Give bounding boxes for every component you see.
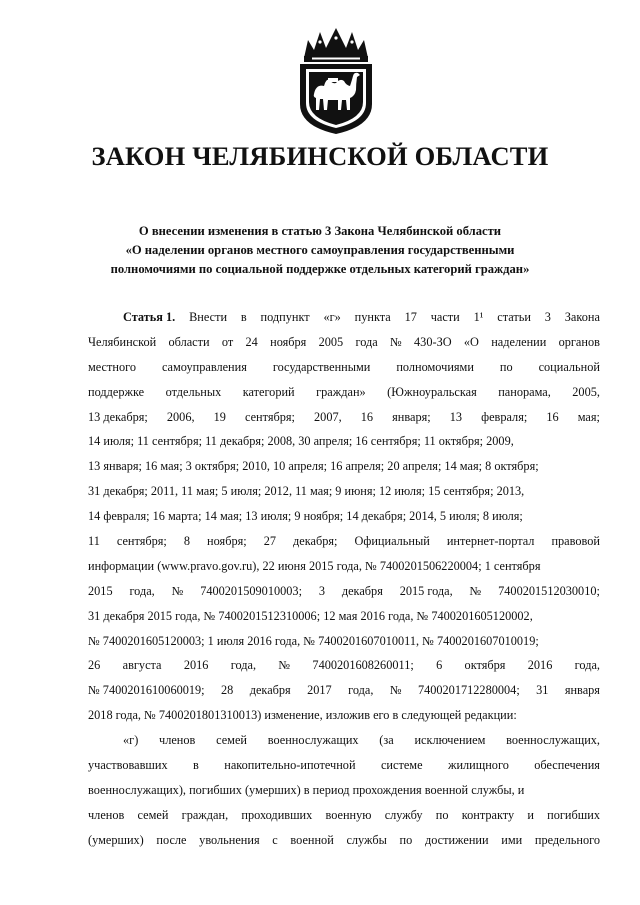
body-word: погибших	[547, 807, 600, 822]
body-word: 2015	[88, 583, 113, 598]
body-word: 14 июля; 11 сентября; 11 декабря; 2008, 30 апреля; 16 сентября; 11 октября; 2009,	[88, 434, 514, 449]
body-word: 13	[449, 409, 463, 424]
body-word: панорама,	[498, 384, 551, 399]
body-word: 2007,	[314, 409, 342, 424]
body-word: 19	[213, 409, 226, 424]
body-word: декабря;	[293, 534, 338, 549]
body-word: самоуправления	[161, 359, 247, 374]
body-word: 430-ЗО	[414, 334, 452, 349]
body-word: информации (www.pravo.gov.ru), 22 июня 2015 года, № 7400201506220004; 1 сентября	[88, 558, 541, 573]
coat-of-arms-icon	[290, 28, 382, 136]
law-title: ЗАКОН ЧЕЛЯБИНСКОЙ ОБЛАСТИ	[91, 141, 549, 171]
body-word: декабря	[249, 683, 291, 698]
body-word: 3	[318, 583, 325, 598]
body-word: Официальный	[354, 534, 430, 549]
body-word: (за	[379, 733, 394, 748]
body-word: № 7400201610060019;	[88, 683, 205, 698]
body-word: января	[564, 683, 600, 698]
body-word: 24	[245, 334, 258, 349]
body-word: контракту	[461, 807, 515, 822]
body-word: 17	[404, 310, 417, 324]
body-word: года,	[230, 658, 257, 673]
body-word: после	[156, 832, 187, 847]
body-word: по	[399, 832, 413, 847]
body-word: 16	[360, 409, 374, 424]
body-word: с	[272, 832, 278, 847]
body-word: №	[389, 683, 402, 698]
body-word: граждан,	[181, 807, 229, 822]
body-word: части	[430, 310, 460, 324]
body-word: 7400201512030010;	[498, 583, 600, 598]
body-word: (Южноуральская	[387, 384, 477, 399]
body-line	[88, 728, 600, 753]
body-word: «г)	[123, 733, 139, 748]
body-word: сентября;	[244, 409, 295, 424]
body-word: местного	[88, 359, 136, 374]
body-word: 7400201712280004;	[417, 683, 520, 698]
body-line	[88, 803, 600, 828]
body-word: 16	[546, 409, 559, 424]
body-word: подпункт	[260, 310, 310, 324]
body-line	[88, 778, 600, 803]
body-word: военнослужащих	[267, 733, 359, 748]
body-word: января;	[392, 409, 431, 424]
body-word: отдельных	[165, 384, 222, 399]
body-line	[88, 529, 600, 554]
body-word: №	[171, 583, 184, 598]
body-word: ноября;	[207, 534, 247, 549]
body-word: 1¹	[473, 310, 484, 324]
body-word: Внести	[189, 310, 228, 324]
body-word: ноября	[270, 334, 307, 349]
body-word: жилищного	[447, 758, 509, 773]
body-word: «О	[463, 334, 479, 349]
body-word: 28	[221, 683, 234, 698]
body-word: от	[221, 334, 234, 349]
body-line	[88, 405, 600, 430]
body-word: сентября;	[116, 534, 167, 549]
body-word: года,	[574, 658, 600, 673]
body-line	[88, 604, 600, 629]
body-word: 31 декабря 2015 года, № 7400201512310006; 12 мая 2016 года, № 7400201605120002,	[88, 608, 533, 623]
body-word: социальной	[538, 359, 600, 374]
body-word: интернет-портал	[446, 534, 535, 549]
body-word: 2016	[183, 658, 209, 673]
body-word: года	[355, 334, 378, 349]
body-word: в	[240, 310, 247, 324]
body-word: военной	[290, 832, 334, 847]
body-word: 31	[536, 683, 549, 698]
body-word: №	[469, 583, 482, 598]
body-word: 14 февраля; 16 марта; 14 мая; 13 июля; 9 ноября; 14 декабря; 2014, 5 июля; 8 июля;	[88, 509, 523, 524]
body-word: августа	[122, 658, 162, 673]
body-line	[88, 828, 600, 853]
body-word: №	[390, 334, 402, 349]
body-word: № 7400201605120003; 1 июля 2016 года, № 7400201607010011, № 7400201607010019;	[88, 633, 539, 648]
body-word: 2005	[318, 334, 344, 349]
body-word: увольнения	[199, 832, 260, 847]
body-word: государственными	[272, 359, 371, 374]
body-line	[88, 579, 600, 604]
body-word: 2017	[307, 683, 332, 698]
body-word: в	[193, 758, 199, 773]
body-word: 2016	[527, 658, 553, 673]
body-word: мая;	[577, 409, 600, 424]
body-word: полномочиями	[396, 359, 474, 374]
body-word: проходивших	[241, 807, 313, 822]
body-word: достижении	[424, 832, 489, 847]
body-word: военнослужащих,	[506, 733, 600, 748]
body-word: февраля;	[481, 409, 528, 424]
body-line	[88, 429, 600, 454]
body-word: 2015 года,	[399, 583, 453, 598]
body-line	[88, 305, 600, 330]
body-line	[88, 753, 600, 778]
body-word: поддержке	[88, 384, 145, 399]
body-line	[88, 678, 600, 703]
body-line	[88, 504, 600, 529]
body-word: года,	[348, 683, 374, 698]
body-word: октября	[464, 658, 506, 673]
body-word: 2005,	[572, 384, 600, 399]
body-line	[88, 653, 600, 678]
body-word: 31 декабря; 2011, 11 мая; 5 июля; 2012, 11 мая; 9 июня; 12 июля; 15 сентября; 2013,	[88, 484, 525, 499]
body-word: членов	[88, 807, 125, 822]
body-word: 7400201509010003;	[200, 583, 302, 598]
body-word: категорий	[242, 384, 295, 399]
body-word: исключением	[414, 733, 486, 748]
body-word: 2018 года, № 7400201801310013) изменение, изложив его в следующей редакции:	[88, 708, 517, 723]
body-word: семей	[137, 807, 169, 822]
body-word: Закона	[564, 310, 600, 324]
body-word: 26	[88, 658, 101, 673]
body-line	[88, 554, 600, 579]
body-word: декабря	[341, 583, 383, 598]
body-word: 2006,	[166, 409, 195, 424]
body-word: службы	[346, 832, 387, 847]
body-word: статьи	[497, 310, 531, 324]
law-body-text	[88, 305, 600, 853]
body-word: 7400201608260011;	[312, 658, 414, 673]
body-word: года,	[129, 583, 155, 598]
subtitle-line: «О наделении органов местного самоуправления государственными	[125, 243, 515, 257]
body-word: военную	[325, 807, 372, 822]
body-word: ими	[501, 832, 523, 847]
body-line	[88, 479, 600, 504]
body-word: и	[527, 807, 534, 822]
body-word: 27	[263, 534, 276, 549]
body-word: 13 декабря;	[88, 409, 148, 424]
body-line	[88, 703, 600, 728]
body-word: правовой	[551, 534, 600, 549]
body-word: по	[499, 359, 513, 374]
body-word: органов	[558, 334, 600, 349]
article-label: Статья 1.	[123, 310, 176, 324]
body-word: 3	[544, 310, 551, 324]
body-word: обеспечения	[534, 758, 600, 773]
subtitle-line: полномочиями по социальной поддержке отдельных категорий граждан»	[110, 262, 530, 276]
body-word: (умерших)	[88, 832, 144, 847]
body-word: граждан»	[316, 384, 366, 399]
body-word: 13 января; 16 мая; 3 октября; 2010, 10 апреля; 16 апреля; 20 апреля; 14 мая; 8 октября;	[88, 459, 539, 474]
body-word: накопительно-ипотечной	[224, 758, 356, 773]
body-line	[88, 629, 600, 654]
body-line	[88, 355, 600, 380]
body-line	[88, 380, 600, 405]
body-word: области	[168, 334, 210, 349]
body-word: военнослужащих), погибших (умерших) в период прохождения военной службы, и	[88, 782, 525, 797]
body-word: системе	[380, 758, 423, 773]
body-word: №	[278, 658, 291, 673]
body-word: 6	[436, 658, 443, 673]
body-line	[88, 454, 600, 479]
body-word: участвовавших	[88, 758, 168, 773]
subtitle-line: О внесении изменения в статью 3 Закона Челябинской области	[138, 224, 502, 238]
body-word: 8	[183, 534, 191, 549]
body-word: пункта	[354, 310, 391, 324]
body-word: семей	[216, 733, 247, 748]
body-word: наделении	[491, 334, 547, 349]
body-word: по	[435, 807, 449, 822]
body-word: службу	[384, 807, 423, 822]
body-word: членов	[159, 733, 196, 748]
law-subtitle	[0, 222, 640, 279]
body-word: 11	[88, 534, 100, 549]
body-word: «г»	[323, 310, 341, 324]
body-line	[88, 330, 600, 355]
body-word: предельного	[534, 832, 600, 847]
body-word: Челябинской	[88, 334, 157, 349]
